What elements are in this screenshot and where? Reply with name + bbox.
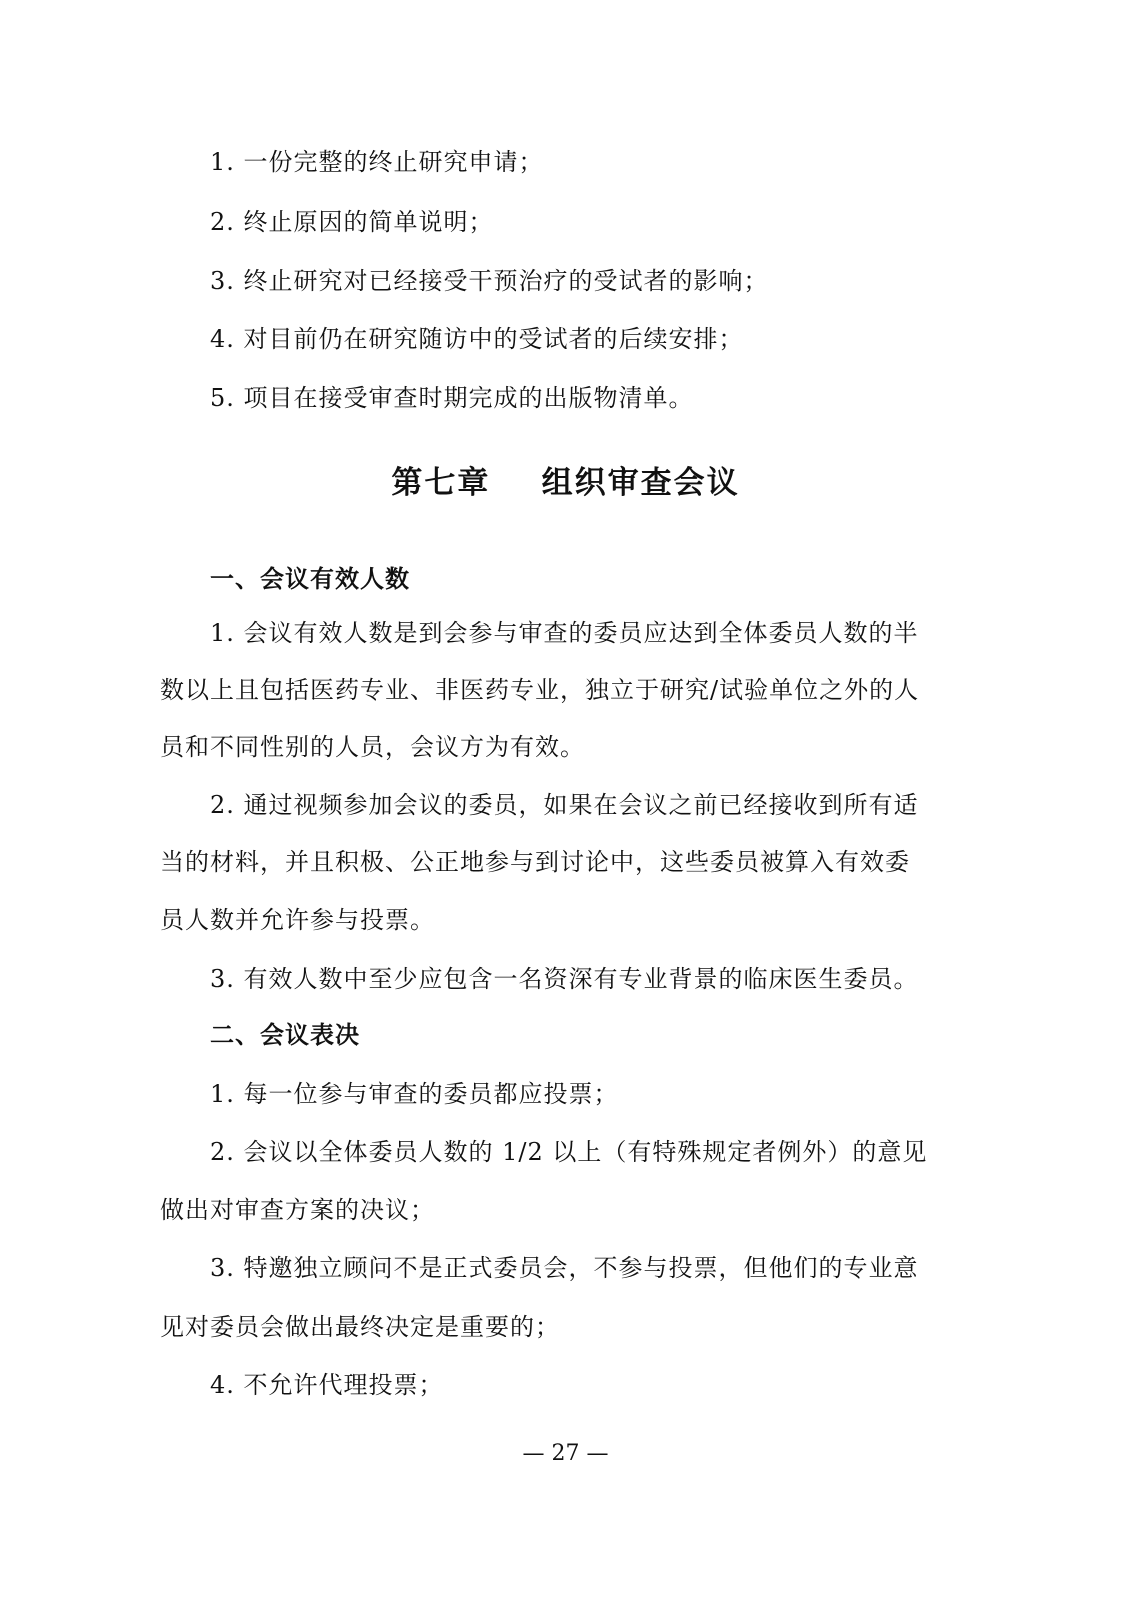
paragraph-line: 数以上且包括医药专业、非医药专业，独立于研究/试验单位之外的人 <box>160 676 920 704</box>
paragraph-line: 当的材料，并且积极、公正地参与到讨论中，这些委员被算入有效委 <box>160 848 910 876</box>
paragraph-line: 2. 通过视频参加会议的委员，如果在会议之前已经接收到所有适 <box>210 791 919 819</box>
paragraph-line: 员和不同性别的人员，会议方为有效。 <box>160 733 585 761</box>
paragraph-line: 做出对审查方案的决议； <box>160 1196 435 1224</box>
list-item: 1. 一份完整的终止研究申请； <box>210 148 544 176</box>
paragraph-line: 见对委员会做出最终决定是重要的； <box>160 1313 560 1341</box>
paragraph-line: 1. 每一位参与审查的委员都应投票； <box>210 1080 619 1108</box>
paragraph-line: 3. 特邀独立顾问不是正式委员会，不参与投票，但他们的专业意 <box>210 1254 919 1282</box>
section-heading: 一、会议有效人数 <box>210 565 410 593</box>
section-heading: 二、会议表决 <box>210 1021 360 1049</box>
chapter-title: 第七章 组织审查会议 <box>391 465 740 501</box>
list-item: 2. 终止原因的简单说明； <box>210 208 494 236</box>
paragraph-line: 2. 会议以全体委员人数的 1/2 以上（有特殊规定者例外）的意见 <box>210 1138 928 1166</box>
paragraph-line: 员人数并允许参与投票。 <box>160 906 435 934</box>
list-item: 3. 终止研究对已经接受干预治疗的受试者的影响； <box>210 267 769 295</box>
list-item: 5. 项目在接受审查时期完成的出版物清单。 <box>210 384 694 412</box>
paragraph-line: 1. 会议有效人数是到会参与审查的委员应达到全体委员人数的半 <box>210 619 919 647</box>
page-number: — 27 — <box>522 1441 609 1466</box>
paragraph-line: 3. 有效人数中至少应包含一名资深有专业背景的临床医生委员。 <box>210 965 919 993</box>
list-item: 4. 对目前仍在研究随访中的受试者的后续安排； <box>210 325 744 353</box>
paragraph-line: 4. 不允许代理投票； <box>210 1371 444 1399</box>
